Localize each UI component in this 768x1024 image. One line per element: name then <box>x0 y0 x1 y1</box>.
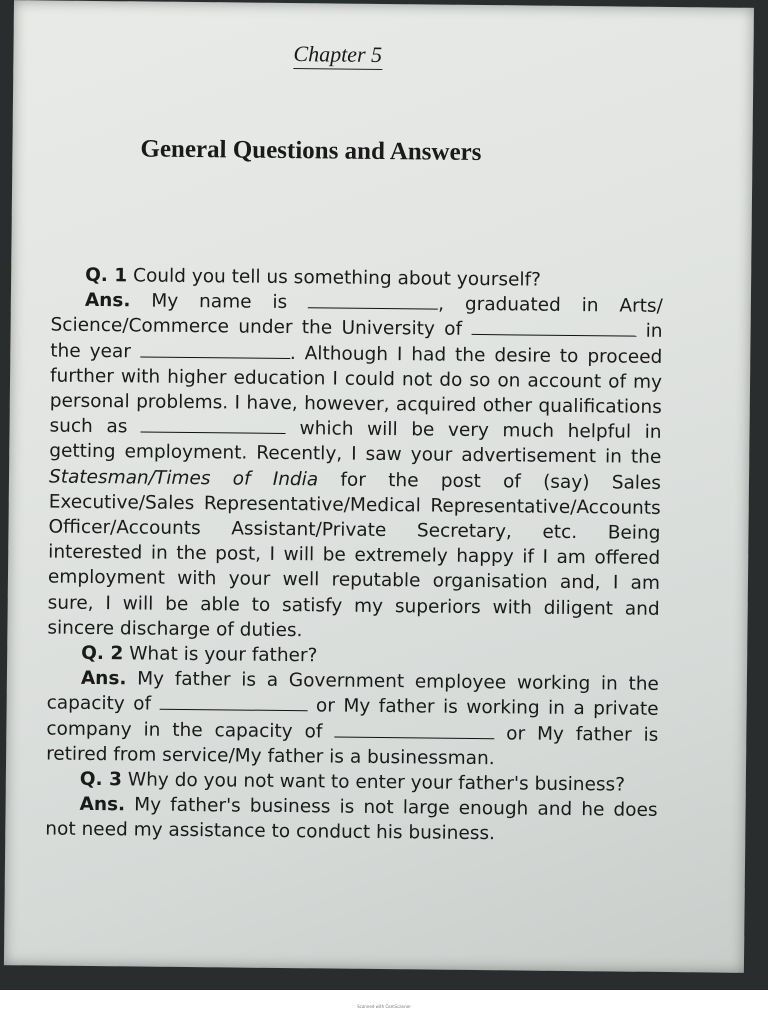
book-page <box>4 0 754 973</box>
q3-answer-paragraph <box>45 792 657 849</box>
qualifications-blank <box>141 418 286 435</box>
q3-question: Why do you not want to enter your father's business? <box>127 769 626 796</box>
q1-label: Q. 1 <box>85 264 128 287</box>
q1-answer-part-1: My name is <box>151 290 288 314</box>
q1-answer-part-3: in the year <box>50 321 663 362</box>
q1-answer-part-2: , graduated in Arts/ Science/Commerce under the University of <box>50 293 663 341</box>
page-title: General Questions and Answers <box>140 135 482 167</box>
q2-label: Q. 2 <box>81 642 124 665</box>
q1-ans-label: Ans. <box>84 290 131 312</box>
name-blank <box>308 293 438 309</box>
q1-answer-part-5: which will be very much helpful in getting employment. Recently, I saw your advertisement in the <box>49 418 662 469</box>
chapter-heading: Chapter 5 <box>293 41 382 70</box>
capacity-blank-2 <box>334 722 494 739</box>
q3-answer: My father's business is not large enough and he does not need my assistance to conduct his business. <box>45 794 658 845</box>
q2-answer-part-2: or My father is working in a private company in the capacity of <box>46 695 659 743</box>
q1-question: Could you tell us something about yourself? <box>132 265 542 291</box>
body-text <box>45 263 663 849</box>
q1-answer-paragraph <box>47 288 663 647</box>
q1-answer-part-6: for the post of (say) Sales Executive/Sales Representative/Medical Representative/Accounts Officer/Accounts Assistant/Private Secretary, etc. Being interested in the post, I will be extremely happy if I am offered employment with your well reputable organisation and, I am sure, I will be able to satisfy my superiors with diligent and sincere discharge of duties. <box>47 469 662 642</box>
year-blank <box>140 342 290 359</box>
q1-answer-part-4: . Although I had the desire to proceed further with higher education I could not do so on account of my personal problems. I have, however, acquired other qualifications such as <box>49 342 663 438</box>
capacity-blank-1 <box>159 695 307 712</box>
q2-answer-paragraph <box>46 666 659 773</box>
university-blank <box>471 320 636 337</box>
q2-answer-part-3: or My father is retired from service/My father is a businessman. <box>46 722 659 770</box>
q3-ans-label: Ans. <box>79 794 126 816</box>
q2-answer-part-1: My father is a Government employee working in the capacity of <box>46 668 659 716</box>
q3-label: Q. 3 <box>79 768 123 791</box>
q2-ans-label: Ans. <box>80 668 127 690</box>
newspaper-name: Statesman/Times of India <box>48 466 319 490</box>
scanner-footer: Scanned with CamScanner <box>357 1004 411 1009</box>
q2-question: What is your father? <box>129 643 318 667</box>
